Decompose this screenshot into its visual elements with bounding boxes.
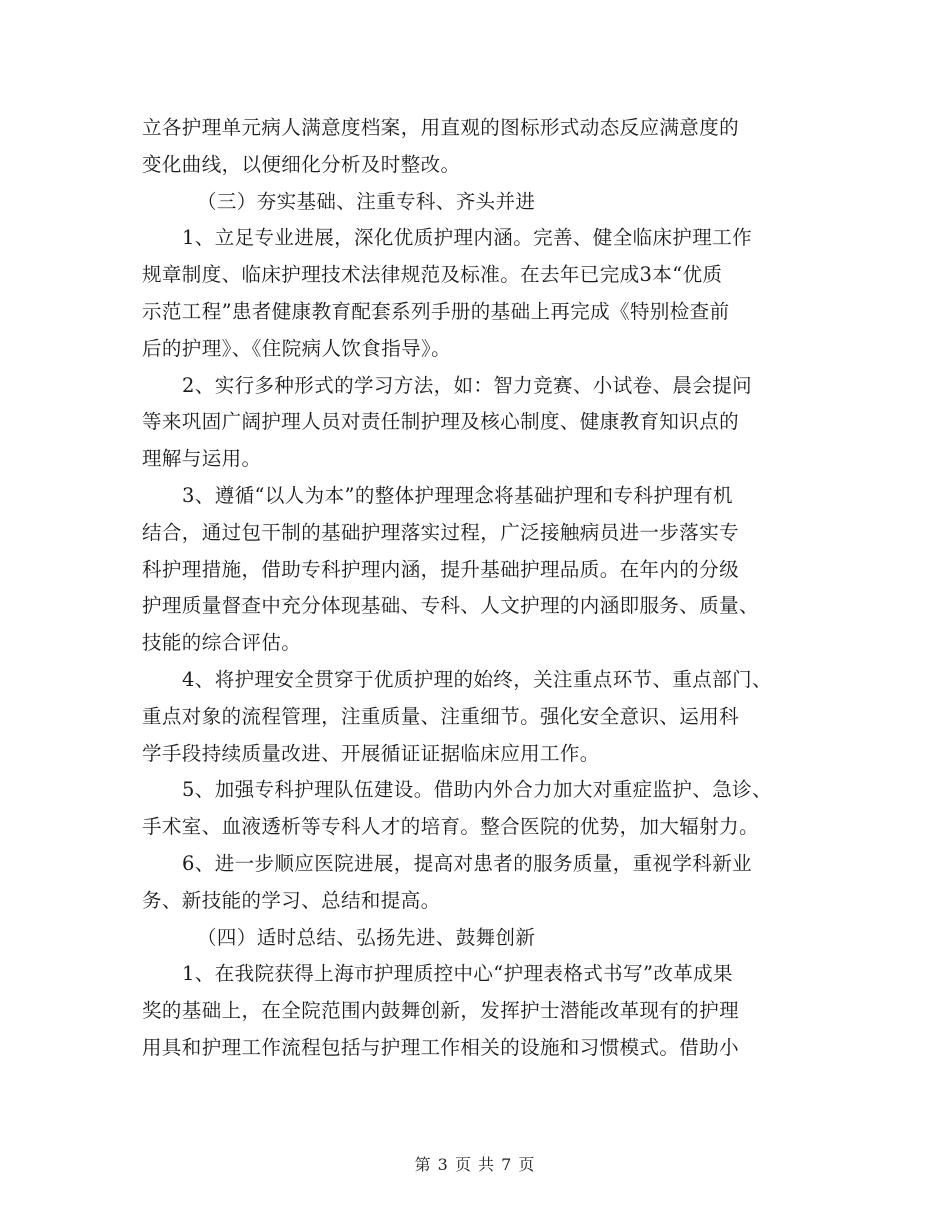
- text-line: 手术室、血液透析等专科人才的培育。整合医院的优势，加大辐射力。: [142, 815, 759, 839]
- text-line: 科护理措施，借助专科护理内涵，提升基础护理品质。在年内的分级: [142, 557, 740, 581]
- section-heading: （三）夯实基础、注重专科、齐头并进: [197, 189, 536, 213]
- text-line: 立各护理单元病人满意度档案，用直观的图标形式动态反应满意度的: [142, 116, 740, 139]
- text-line: 务、新技能的学习、总结和提高。: [142, 888, 441, 912]
- text-line: 学手段持续质量改进、开展循证证据临床应用工作。: [142, 741, 600, 765]
- text-line: 规章制度、临床护理技术法律规范及标准。在去年已完成3本“优质: [142, 263, 723, 287]
- paragraph-start: 3、遵循“以人为本”的整体护理理念将基础护理和专科护理有机: [182, 483, 733, 507]
- paragraph-start: 1、立足专业进展，深化优质护理内涵。完善、健全临床护理工作: [182, 226, 753, 250]
- text-line: 示范工程”患者健康教育配套系列手册的基础上再完成《特别检查前: [142, 299, 730, 323]
- text-line: 用具和护理工作流程包括与护理工作相关的设施和习惯模式。借助小: [142, 1035, 740, 1059]
- text-line: 护理质量督查中充分体现基础、专科、人文护理的内涵即服务、质量、: [142, 594, 759, 618]
- text-line: 技能的综合评估。: [142, 631, 302, 655]
- text-line: 理解与运用。: [142, 447, 262, 471]
- page-number-footer: 第 3 页 共 7 页: [414, 1155, 536, 1174]
- text-line: 奖的基础上，在全院范围内鼓舞创新，发挥护士潜能改革现有的护理: [142, 999, 740, 1023]
- section-heading: （四）适时总结、弘扬先进、鼓舞创新: [197, 925, 536, 949]
- paragraph-start: 6、进一步顺应医院进展，提高对患者的服务质量，重视学科新业: [182, 851, 753, 875]
- text-line: 等来巩固广阔护理人员对责任制护理及核心制度、健康教育知识点的: [142, 410, 740, 434]
- text-line: 变化曲线，以便细化分析及时整改。: [142, 152, 461, 176]
- text-line: 结合，通过包干制的基础护理落实过程，广泛接触病员进一步落实专: [142, 520, 740, 544]
- paragraph-start: 4、将护理安全贯穿于优质护理的始终，关注重点环节、重点部门、: [182, 667, 772, 691]
- paragraph-start: 2、实行多种形式的学习方法，如：智力竞赛、小试卷、晨会提问: [182, 373, 753, 397]
- paragraph-start: 5、加强专科护理队伍建设。借助内外合力加大对重症监护、急诊、: [182, 778, 772, 802]
- text-line: 重点对象的流程管理，注重质量、注重细节。强化安全意识、运用科: [142, 704, 740, 728]
- paragraph-start: 1、在我院获得上海市护理质控中心“护理表格式书写”改革成果: [182, 962, 733, 986]
- document-body: [142, 110, 832, 1067]
- text-line: 后的护理》、《住院病人饮食指导》。: [142, 336, 452, 360]
